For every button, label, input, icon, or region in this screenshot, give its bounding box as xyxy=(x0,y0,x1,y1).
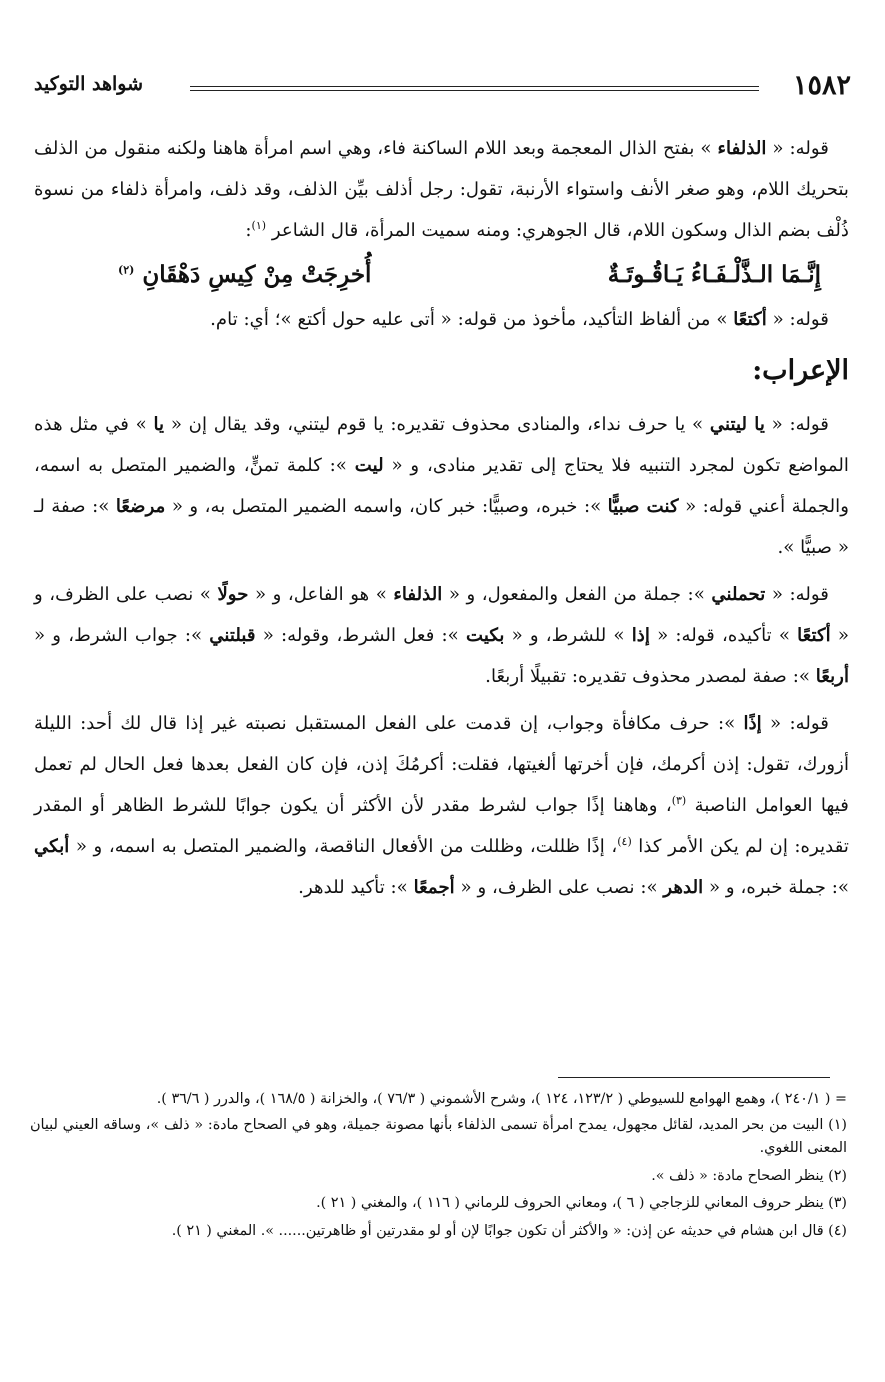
bold-term: تحملني xyxy=(711,584,766,605)
paragraph-dhalfaa xyxy=(34,128,849,251)
text-run: قوله: « xyxy=(771,584,829,605)
text-run: » من ألفاظ التأكيد، مأخوذ من قوله: « أتى عليه حول أكتع »؛ أي: تام. xyxy=(210,309,728,330)
bold-term: يا xyxy=(153,414,165,435)
bold-term: أربعًا xyxy=(815,666,849,687)
footnote-4: (٤) قال ابن هشام في حديثه عن إذن: « والأكثر أن تكون جوابًا لإن أو لو مقدرتين أو ظاهرتين...... ». المغني ( ٢١ ). xyxy=(171,1222,847,1239)
verse-first-hemistich: إِنَّـمَا الـذَّلْـفَـاءُ يَـاقُـوتَـةٌ xyxy=(607,261,821,288)
footnote-separator xyxy=(558,1077,830,1078)
text-run: ، وهاهنا إذًا جواب لشرط مقدر لأن الأكثر أن يكون جوابًا للشرط الظاهر أو المقدر تقديره: إن لم يكن الأمر كذا xyxy=(34,795,849,857)
text-run: قوله: « xyxy=(772,138,829,159)
bold-term: إذًا xyxy=(743,713,762,734)
text-run: »: نصب على الظرف، و « xyxy=(460,877,658,898)
text-run: »: جملة خبره، و « xyxy=(709,877,849,898)
bold-term: قبلتني xyxy=(209,625,256,646)
footnote-ref-2: (٢) xyxy=(118,263,135,277)
text-run: »: تأكيد للدهر. xyxy=(298,877,408,898)
bold-term: بكيت xyxy=(465,625,505,646)
footnote-ref-1: (١) xyxy=(251,218,267,232)
text-run: »: خبره، وصبيًّا: خبر كان، واسمه الضمير المتصل به، و « xyxy=(171,496,602,517)
text-run: : xyxy=(245,220,252,241)
main-text xyxy=(34,128,849,908)
running-title: شواهد التوكيد xyxy=(34,73,143,95)
bold-term: يا ليتني xyxy=(709,414,765,435)
text-run: »: فعل الشرط، وقوله: « xyxy=(262,625,459,646)
term-dhalfaa: الذلفاء xyxy=(717,138,767,159)
page-header xyxy=(34,70,851,110)
paragraph-tahmiluni xyxy=(34,574,849,697)
paragraph-ya-laytani xyxy=(34,404,849,568)
text-run: أُخرِجَتْ مِنْ كِيسِ دَهْقَانِ xyxy=(142,261,372,288)
text-run: »: كلمة تمنٍّ، والضمير المتصل به اسمه، والجملة أعني قوله: « xyxy=(34,455,849,517)
paragraph-aktaa xyxy=(34,299,849,340)
bold-term: حولًا xyxy=(217,584,249,605)
poetry-verse xyxy=(34,251,849,299)
bold-term: أبكي xyxy=(34,836,70,857)
paragraph-idhan xyxy=(34,703,849,908)
text-run: » هو الفاعل، و « xyxy=(254,584,387,605)
text-run: » يا حرف نداء، والمنادى محذوف تقديره: يا قوم ليتني، وقد يقال إن « xyxy=(170,414,704,435)
text-run: قوله: « xyxy=(770,713,829,734)
bold-term: الذلفاء xyxy=(393,584,443,605)
footnote-ref-3: (٣) xyxy=(671,793,687,807)
footnotes xyxy=(30,1088,847,1248)
bold-term: مرضعًا xyxy=(115,496,166,517)
footnote-ref-4: (٤) xyxy=(617,834,632,848)
bold-term: الدهر xyxy=(663,877,704,898)
header-double-rule xyxy=(190,86,759,91)
bold-term: أجمعًا xyxy=(413,877,455,898)
text-run: قوله: « xyxy=(772,309,829,330)
section-heading-irab: الإعراب: xyxy=(752,355,849,386)
text-run: »: جواب الشرط، و « xyxy=(34,625,203,646)
page-number: ١٥٨٢ xyxy=(792,70,851,101)
bold-term: ليت xyxy=(354,455,384,476)
text-run: ، إذًا ظللت، وظللت من الأفعال الناقصة، والضمير المتصل به اسمه، و « xyxy=(75,836,618,857)
text-run: قوله: « xyxy=(771,414,829,435)
bold-term: أكتعًا xyxy=(797,625,831,646)
text-run: » للشرط، و « xyxy=(511,625,625,646)
bold-term: كنت صبيًّا xyxy=(607,496,679,517)
text-run: »: حرف مكافأة وجواب، إن قدمت على الفعل المستقبل نصبته غير إذا قال لك أحد: الليلة أزورك، تقول: إذن أكرمك، فإن أخرتها ألغيتها، فقلت: أكرمُكَ إذن، فإن كان الفعل بعدها فعل الحال لم تعمل فيها العوامل الناصبة xyxy=(34,713,849,816)
footnote-3: (٣) ينظر حروف المعاني للزجاجي ( ٦ )، ومعاني الحروف للرماني ( ١١٦ )، والمغني ( ٢١ ). xyxy=(316,1195,847,1212)
term-aktaa: أكتعًا xyxy=(733,309,767,330)
text-run: » بفتح الذال المعجمة وبعد اللام الساكنة فاء، وهي اسم امرأة هاهنا ولكنه منقول من الذلف بتحريك اللام، وهو صغر الأنف واستواء الأرنبة، تقول: رجل أذلف بيِّن الذلف، وقد ذلف، وامرأة ذلفاء من نسوة ذُلْف بضم الذال وسكون اللام، قال الجوهري: ومنه سميت المرأة، قال الشاعر xyxy=(34,138,849,241)
footnote-1: (١) البيت من بحر المديد، لقائل مجهول، يمدح امرأة تسمى الذلفاء بأنها مصونة جميلة، وهو في الصحاح مادة: « ذلف »، وساقه العيني لبيان المعنى اللغوي. xyxy=(30,1116,847,1157)
text-run: » في مثل هذه المواضع تكون لمجرد التنبيه فلا يحتاج إلى تقدير منادى، و « xyxy=(34,414,849,476)
text-run: »: صفة لـ « صبيًّا ». xyxy=(34,496,849,558)
footnote-continuation: = ( ٢٤٠/١ )، وهمع الهوامع للسيوطي ( ١٢٣/٢، ١٢٤ )، وشرح الأشموني ( ٧٦/٣ )، والخزانة ( ١٦٨/٥ )، والدرر ( ٣٦/٦ ). xyxy=(156,1091,847,1107)
text-run: » تأكيده، قوله: « xyxy=(657,625,790,646)
text-run: » نصب على الظرف، و « xyxy=(34,584,849,646)
bold-term: إذا xyxy=(631,625,650,646)
verse-second-hemistich xyxy=(118,251,371,299)
footnote-2: (٢) ينظر الصحاح مادة: « ذلف ». xyxy=(651,1167,847,1184)
text-run: »: صفة لمصدر محذوف تقديره: تقبيلًا أربعًا. xyxy=(485,666,810,687)
text-run: »: جملة من الفعل والمفعول، و « xyxy=(448,584,705,605)
